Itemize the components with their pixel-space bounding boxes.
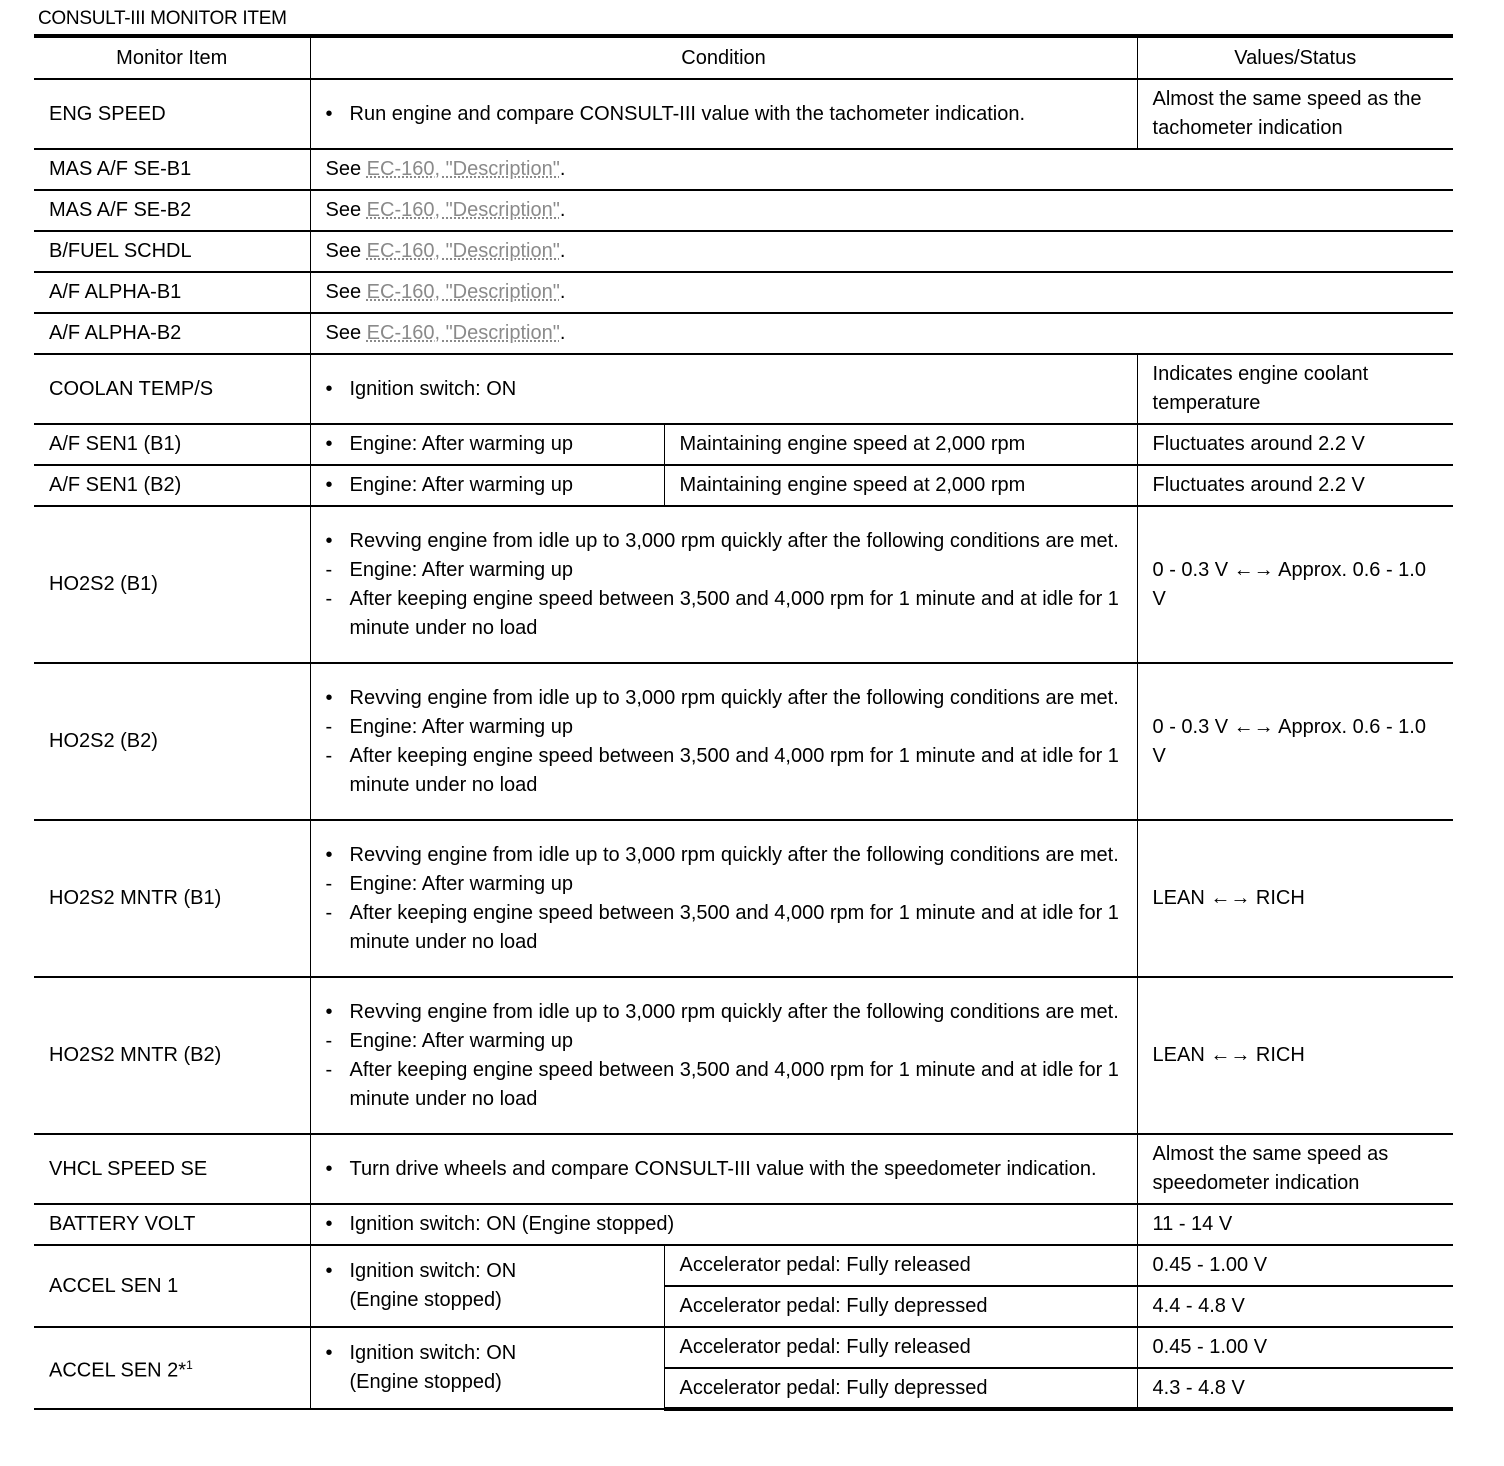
value-cell: LEAN ←→ RICH [1137, 820, 1453, 977]
sub-condition-cell: Accelerator pedal: Fully released [664, 1245, 1137, 1286]
monitor-item-cell: A/F ALPHA-B1 [34, 272, 310, 313]
monitor-item-cell: VHCL SPEED SE [34, 1134, 310, 1204]
value-cell: Almost the same speed as speedometer indication [1137, 1134, 1453, 1204]
table-row [34, 313, 1453, 354]
condition-cell: • Engine: After warming up [310, 424, 664, 465]
table-row [34, 272, 1453, 313]
monitor-item-cell: A/F SEN1 (B2) [34, 465, 310, 506]
reference-link[interactable]: EC-160, "Description" [366, 240, 560, 262]
monitor-item-cell: HO2S2 (B1) [34, 506, 310, 663]
condition-cell: • Turn drive wheels and compare CONSULT-III value with the speedometer indication. [310, 1134, 1137, 1204]
header-monitor-item: Monitor Item [34, 36, 310, 79]
document-title: CONSULT-III MONITOR ITEM [38, 8, 287, 29]
table-row [34, 1134, 1453, 1204]
footnote-marker: 1 [186, 1357, 193, 1372]
monitor-item-cell: A/F SEN1 (B1) [34, 424, 310, 465]
table-row [34, 149, 1453, 190]
monitor-item-cell: MAS A/F SE-B1 [34, 149, 310, 190]
table-row [34, 1327, 1453, 1368]
table-row [34, 1245, 1453, 1286]
monitor-item-table [34, 34, 1453, 1411]
condition-cell: • Ignition switch: ON [310, 354, 1137, 424]
monitor-item-cell: COOLAN TEMP/S [34, 354, 310, 424]
table-header-row [34, 36, 1453, 79]
sub-condition-cell: Accelerator pedal: Fully released [664, 1327, 1137, 1368]
table-row [34, 1204, 1453, 1245]
monitor-item-cell: ENG SPEED [34, 79, 310, 149]
value-cell: 4.4 - 4.8 V [1137, 1286, 1453, 1327]
condition-cell: • Revving engine from idle up to 3,000 rpm quickly after the following conditions are met. - Engine: After warming up - After keeping engine speed between 3,500 and 4,000 rpm for 1 minute and at idle for 1 minute under no load [310, 977, 1137, 1134]
value-cell: 0 - 0.3 V ←→ Approx. 0.6 - 1.0 V [1137, 506, 1453, 663]
value-cell: 0.45 - 1.00 V [1137, 1327, 1453, 1368]
value-cell: Fluctuates around 2.2 V [1137, 424, 1453, 465]
value-cell: LEAN ←→ RICH [1137, 977, 1453, 1134]
condition-cell: • Ignition switch: ON (Engine stopped) [310, 1204, 1137, 1245]
table-row [34, 354, 1453, 424]
condition-cell: • Ignition switch: ON (Engine stopped) [310, 1327, 664, 1409]
table-row [34, 465, 1453, 506]
table-row [34, 79, 1453, 149]
monitor-item-cell: A/F ALPHA-B2 [34, 313, 310, 354]
see-reference-cell: See EC-160, "Description". [310, 272, 1453, 313]
table-row [34, 977, 1453, 1134]
header-condition: Condition [310, 36, 1137, 79]
condition-cell: • Ignition switch: ON (Engine stopped) [310, 1245, 664, 1327]
monitor-item-cell: HO2S2 MNTR (B1) [34, 820, 310, 977]
monitor-item-cell: MAS A/F SE-B2 [34, 190, 310, 231]
reference-link[interactable]: EC-160, "Description" [366, 322, 560, 344]
value-cell: 0 - 0.3 V ←→ Approx. 0.6 - 1.0 V [1137, 663, 1453, 820]
monitor-item-cell: HO2S2 MNTR (B2) [34, 977, 310, 1134]
see-reference-cell: See EC-160, "Description". [310, 149, 1453, 190]
reference-link[interactable]: EC-160, "Description" [366, 281, 560, 303]
value-cell: Fluctuates around 2.2 V [1137, 465, 1453, 506]
see-reference-cell: See EC-160, "Description". [310, 231, 1453, 272]
reference-link[interactable]: EC-160, "Description" [366, 158, 560, 180]
table-row [34, 190, 1453, 231]
table-row [34, 424, 1453, 465]
monitor-item-cell: ACCEL SEN 1 [34, 1245, 310, 1327]
monitor-item-cell: ACCEL SEN 2*$^1$ [34, 1327, 310, 1409]
see-reference-cell: See EC-160, "Description". [310, 190, 1453, 231]
condition-cell: • Engine: After warming up [310, 465, 664, 506]
condition-cell: • Revving engine from idle up to 3,000 rpm quickly after the following conditions are met. - Engine: After warming up - After keeping engine speed between 3,500 and 4,000 rpm for 1 minute and at idle for 1 minute under no load [310, 820, 1137, 977]
monitor-item-cell: BATTERY VOLT [34, 1204, 310, 1245]
sub-condition-cell: Accelerator pedal: Fully depressed [664, 1286, 1137, 1327]
value-cell: 4.3 - 4.8 V [1137, 1368, 1453, 1409]
condition-cell: • Revving engine from idle up to 3,000 rpm quickly after the following conditions are met. - Engine: After warming up - After keeping engine speed between 3,500 and 4,000 rpm for 1 minute and at idle for 1 minute under no load [310, 663, 1137, 820]
header-values-status: Values/Status [1137, 36, 1453, 79]
condition-cell: • Run engine and compare CONSULT-III value with the tachometer indication. [310, 79, 1137, 149]
reference-link[interactable]: EC-160, "Description" [366, 199, 560, 221]
monitor-item-cell: B/FUEL SCHDL [34, 231, 310, 272]
see-reference-cell: See EC-160, "Description". [310, 313, 1453, 354]
value-cell: 11 - 14 V [1137, 1204, 1453, 1245]
table-row [34, 663, 1453, 820]
table-row [34, 820, 1453, 977]
table-row [34, 506, 1453, 663]
condition-cell: • Revving engine from idle up to 3,000 rpm quickly after the following conditions are met. - Engine: After warming up - After keeping engine speed between 3,500 and 4,000 rpm for 1 minute and at idle for 1 minute under no load [310, 506, 1137, 663]
monitor-item-cell: HO2S2 (B2) [34, 663, 310, 820]
value-cell: 0.45 - 1.00 V [1137, 1245, 1453, 1286]
sub-condition-cell: Accelerator pedal: Fully depressed [664, 1368, 1137, 1409]
sub-condition-cell: Maintaining engine speed at 2,000 rpm [664, 465, 1137, 506]
value-cell: Almost the same speed as the tachometer indication [1137, 79, 1453, 149]
sub-condition-cell: Maintaining engine speed at 2,000 rpm [664, 424, 1137, 465]
table-row [34, 231, 1453, 272]
value-cell: Indicates engine coolant temperature [1137, 354, 1453, 424]
